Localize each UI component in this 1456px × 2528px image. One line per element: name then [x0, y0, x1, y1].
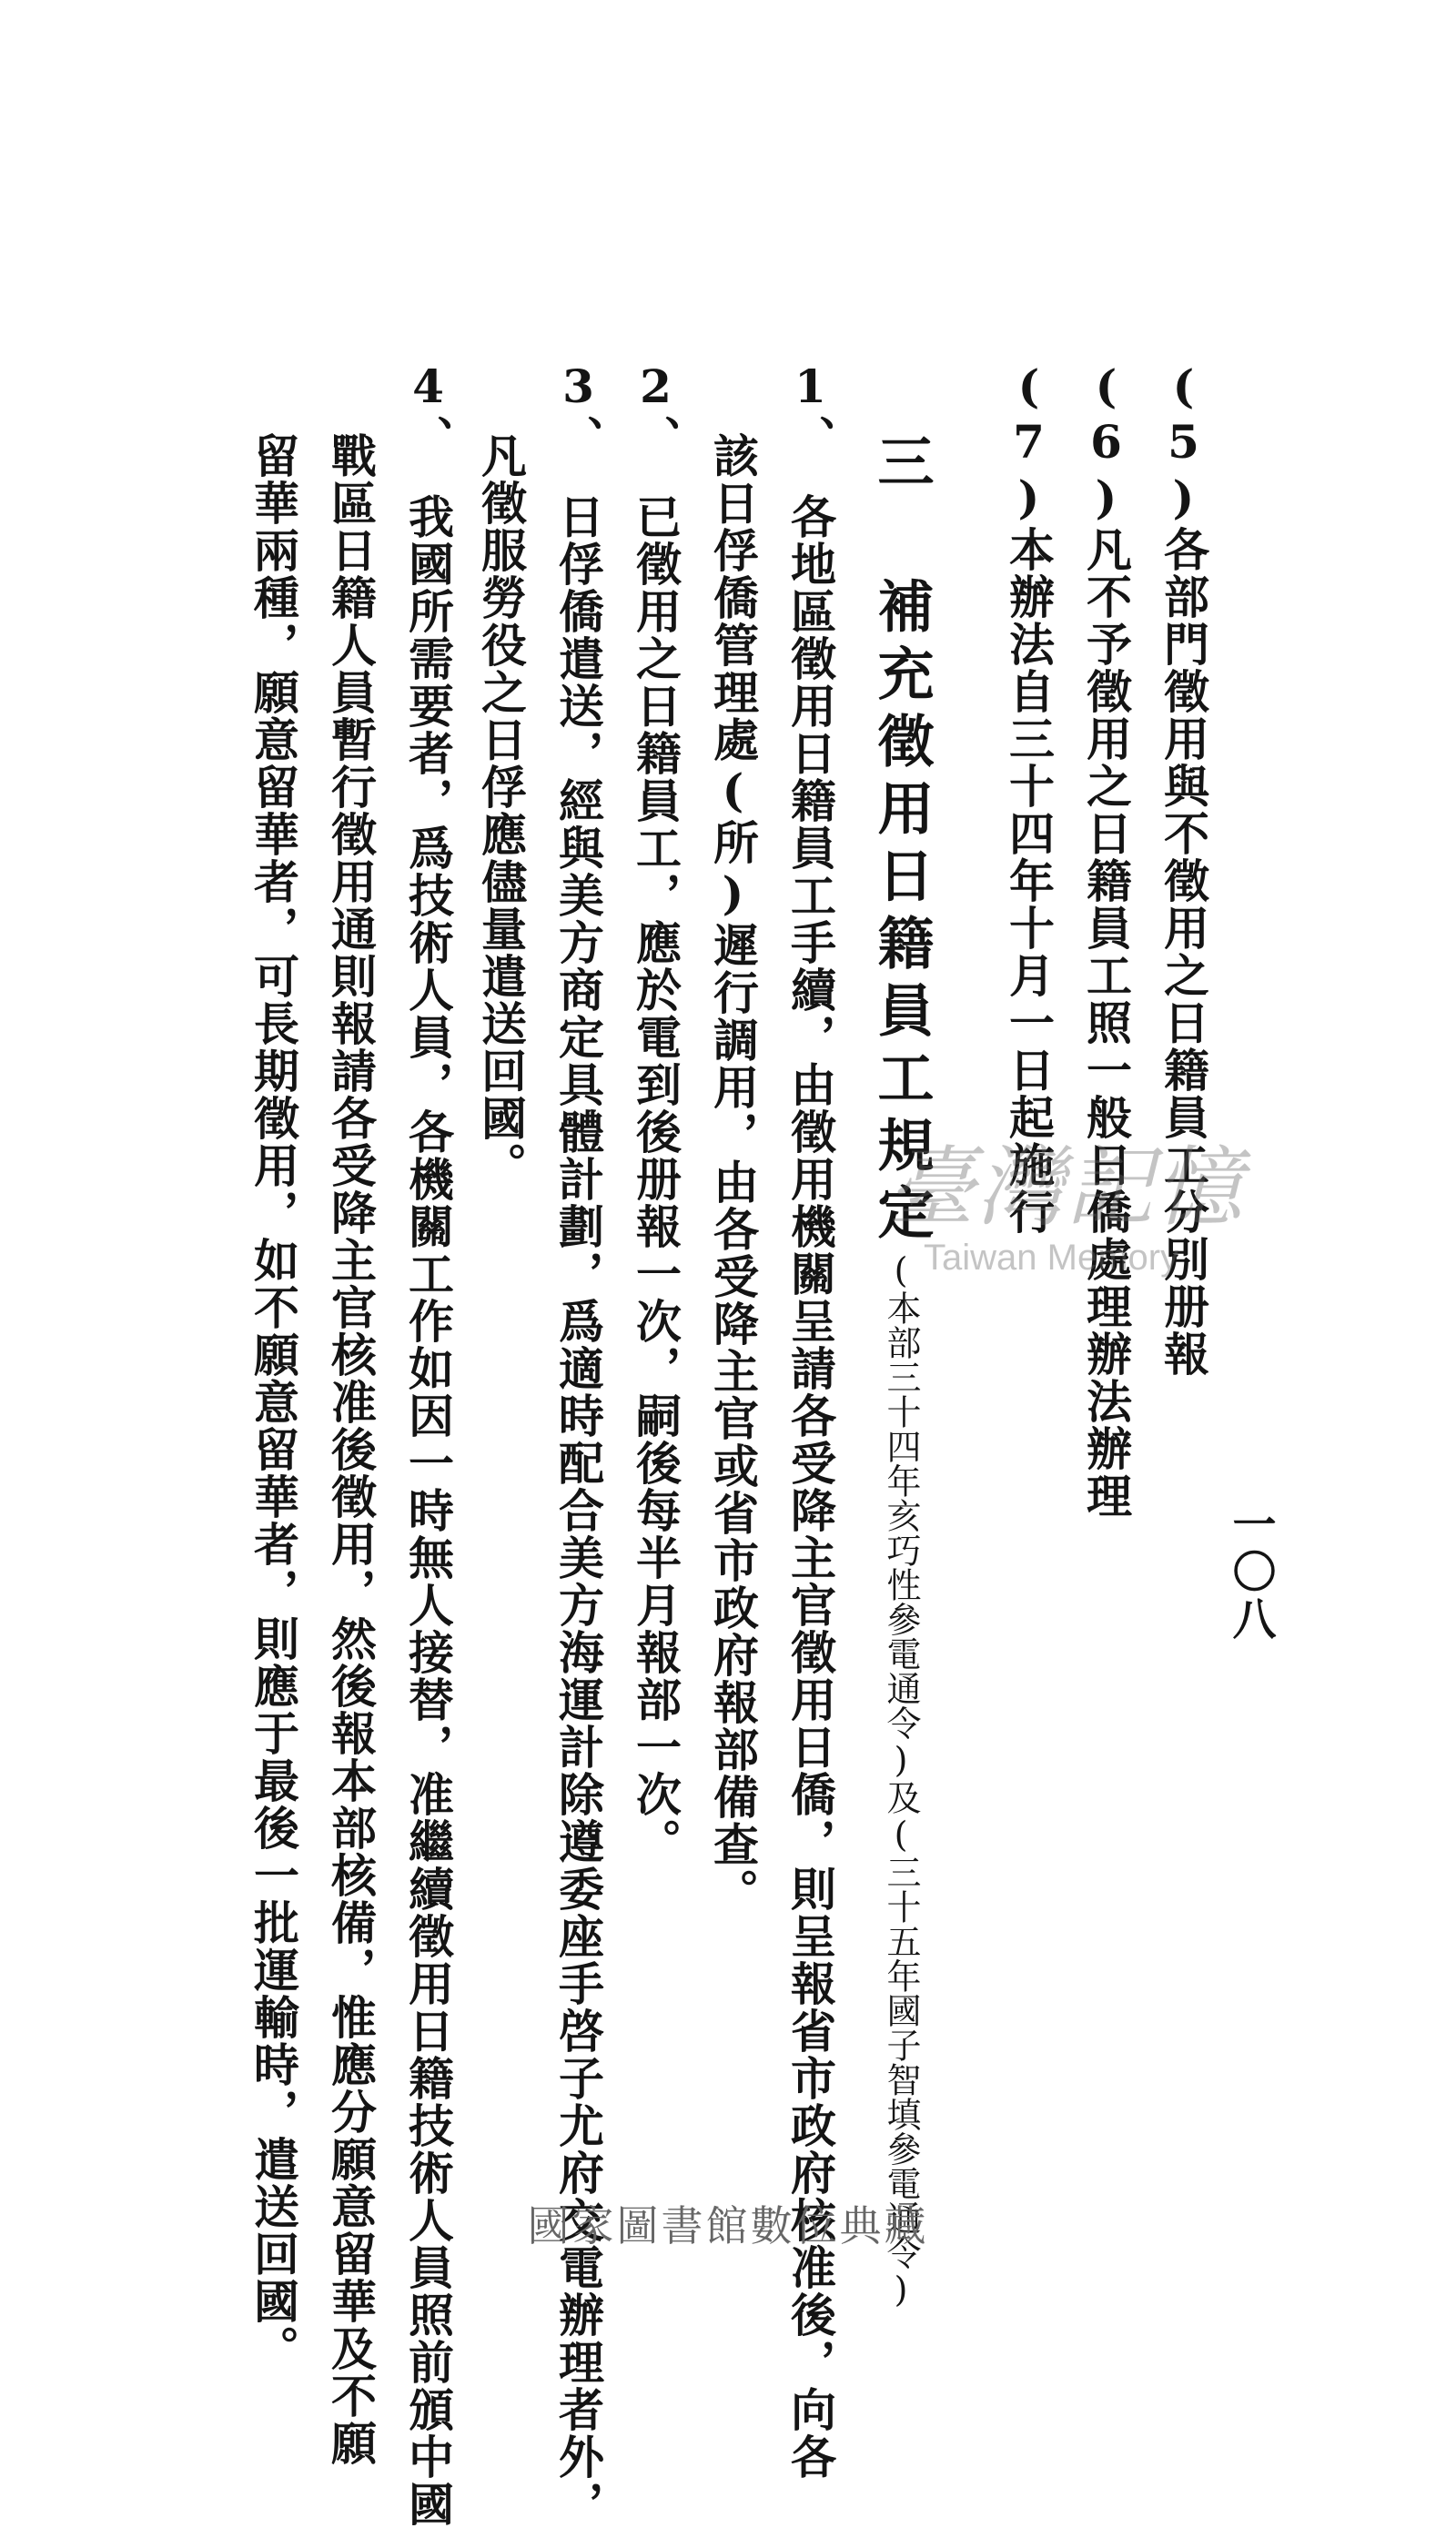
paragraph-4-line-2: 戰區日籍人員暫行徵用通則報請各受降主官核准後徵用，然後報本部核備，惟應分願意留華及不願 [324, 432, 378, 2467]
paragraph-number: 1、 [784, 359, 837, 462]
section-heading [868, 432, 935, 2310]
paragraph-2-line-1: 2、已徵用之日籍員工，應於電到後册報一次，嗣後每半月報部一次。 [629, 359, 682, 1866]
paragraph-3-line-2: 凡徵服勞役之日俘應儘量遣送回國。 [474, 432, 528, 1189]
paragraph-4-line-1: 4、我國所需要者，爲技術人員，各機關工作如因一時無人接替，准繼續徵用日籍技術人員照前頒中國 [401, 359, 455, 2528]
taiwan-memory-watermark: 臺灣記憶 Taiwan Memory [887, 1137, 1244, 1278]
paragraph-1-line-1: 1、各地區徵用日籍員工手續，由徵用機關呈請各受降主官徵用日僑，則呈報省市政府核准後，向各 [784, 359, 837, 2481]
section-title: 三 補充徵用日籍員工規定 [868, 432, 935, 1250]
item-6: (6)凡不予徵用之日籍員工照一般日僑處理辦法辦理 [1079, 359, 1133, 1520]
paragraph-number: 4、 [401, 359, 455, 462]
paragraph-4-line-3: 留華兩種，願意留華者，可長期徵用，如不願意留華者，則應于最後一批運輸時，遣送回國。 [247, 432, 300, 2372]
paragraph-3-line-1: 3、日俘僑遣送，經與美方商定具體計劃，爲適時配合美方海運計除遵委座手啓子尤府交電辦理者外， [551, 359, 605, 2528]
footer-library-credit: 國家圖書館數位典藏 [527, 2201, 929, 2250]
item-5: (5)各部門徵用與不徵用之日籍員工分別册報 [1157, 359, 1210, 1378]
section-note: (本部三十四年亥巧性參電通令)及(三十五年國子智填參電通令) [881, 1250, 921, 2310]
paragraph-number: 2、 [629, 359, 682, 462]
paragraph-1-line-2: 該日俘僑管理處(所)遲行調用，由各受降主官或省市政府報部備查。 [706, 432, 760, 1916]
item-7: (7)本辦法自三十四年十月一日起施行 [1002, 359, 1056, 1236]
page-number: 一〇八 [1225, 1502, 1276, 1643]
paragraph-number: 3、 [551, 359, 605, 462]
